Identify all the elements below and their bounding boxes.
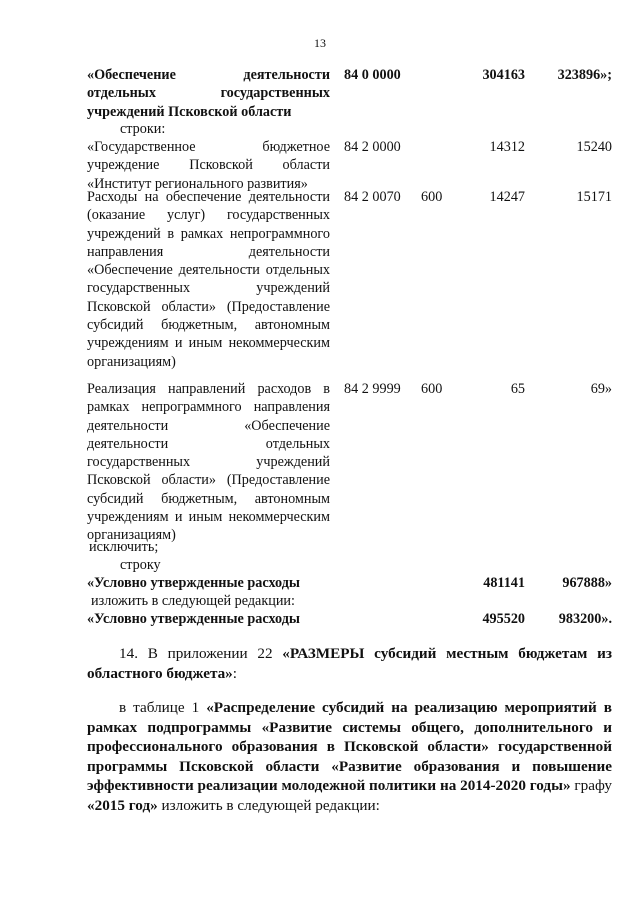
paragraph-table-bold-1: «Распределение субсидий на реализацию мероприятий в рамках подпрограммы «Развитие системы общего, дополнительного и профессионального образования в Псковской области» государственной программы Псковской области «Развитие образования и повышение эффективности реализации молодежной политики на 2014-2020 годы» (87, 699, 612, 795)
paragraph-table-1 (87, 698, 612, 816)
instruction-state-as: изложить в следующей редакции: (91, 593, 295, 609)
row-description: «Государственное бюджетное учреждение Псковской области «Институт регионального развития» (87, 139, 330, 192)
row-value-2015: 14312 (489, 139, 525, 155)
row-value-2015: 65 (510, 381, 525, 397)
table-row-conditional-new (87, 610, 612, 628)
row-vr: 600 (421, 381, 443, 397)
row-description: Реализация направлений расходов в рамках непрограммного направления деятельности «Обеспечение деятельности отдельных государственных учреждений Псковской области» (Предоставление субсидий бюджетным, автономным учреждениям и иным некоммерческим организациям) (87, 381, 330, 544)
instruction-row-word: строку (120, 557, 161, 573)
conditional-value-2015: 495520 (482, 611, 525, 627)
row-value-2016: 15171 (576, 189, 612, 205)
paragraph-table-middle: графу (570, 777, 612, 795)
paragraph-14-bold: «РАЗМЕРЫ субсидий местным бюджетам из областного бюджета» (87, 645, 612, 682)
paragraph-table-suffix: изложить в следующей редакции: (157, 796, 380, 814)
instruction-rows: строки: (120, 121, 166, 137)
paragraph-14 (87, 644, 612, 683)
row-code: 84 2 9999 (344, 381, 401, 397)
paragraph-table-prefix: в таблице 1 (119, 699, 207, 716)
row-description: «Обеспечение деятельности отдельных государственных учреждений Псковской области (87, 67, 330, 120)
conditional-value-2016: 983200». (558, 611, 612, 627)
table-row (87, 138, 612, 194)
table-row (87, 380, 612, 544)
row-description: Расходы на обеспечение деятельности (оказание услуг) государственных учреждений в рамках непрограммного направления деятельности «Обеспечение деятельности отдельных государственных учреждений Псковской области» (Предоставление субсидий бюджетным, автономным учреждениям и иным некоммерческим организациям) (87, 189, 330, 370)
conditional-value-2016: 967888» (562, 575, 612, 591)
table-row (87, 188, 612, 378)
row-value-2015: 14247 (489, 189, 525, 205)
table-row-conditional-old (87, 574, 612, 592)
conditional-label: «Условно утвержденные расходы (87, 575, 300, 591)
row-value-2015: 304163 (482, 67, 525, 83)
paragraph-table-bold-2: «2015 год» (87, 796, 158, 814)
row-code: 84 0 0000 (344, 67, 401, 83)
row-value-2016: 15240 (576, 139, 612, 155)
paragraph-14-suffix: : (232, 664, 238, 682)
conditional-value-2015: 481141 (483, 575, 525, 591)
row-vr: 600 (421, 189, 443, 205)
table-row (87, 66, 612, 122)
paragraph-14-prefix: 14. В приложении 22 (119, 645, 283, 662)
row-value-2016: 323896»; (557, 67, 612, 83)
page-number: 13 (314, 36, 326, 50)
instruction-exclude: исключить; (89, 539, 159, 555)
row-code: 84 2 0000 (344, 139, 401, 155)
conditional-label: «Условно утвержденные расходы (87, 611, 300, 627)
row-value-2016: 69» (590, 381, 612, 397)
row-code: 84 2 0070 (344, 189, 401, 205)
